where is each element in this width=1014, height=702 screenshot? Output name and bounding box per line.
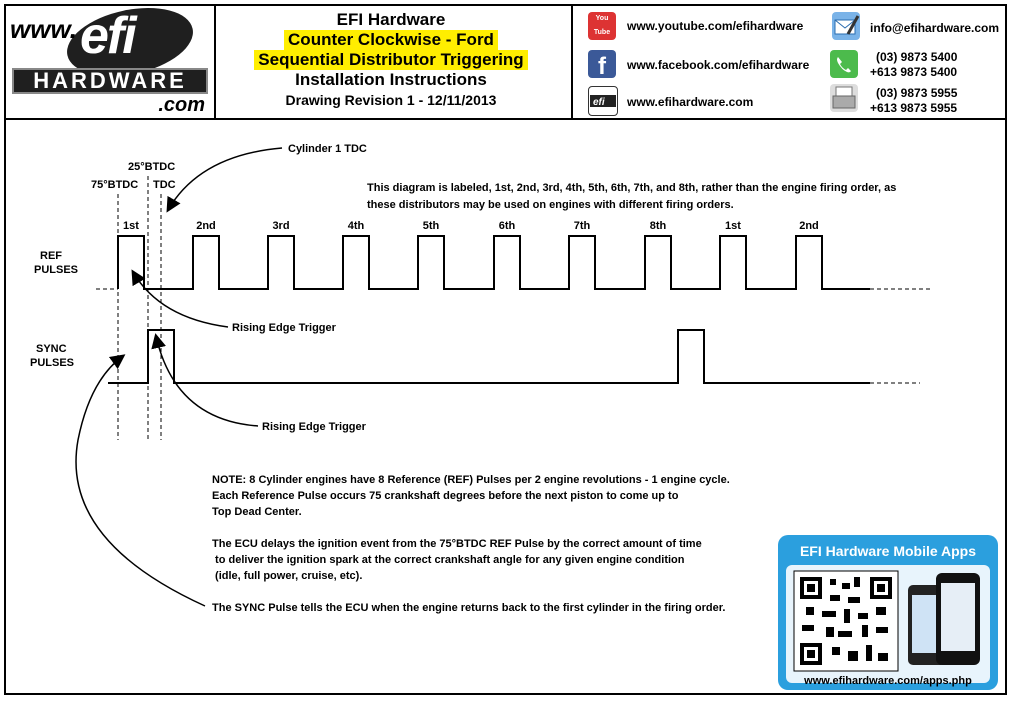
subtitle-line2: Sequential Distributor Triggering: [254, 50, 527, 70]
logo-efi: efi: [80, 7, 135, 65]
apps-illustration: [786, 565, 990, 675]
pulse-label: 7th: [573, 220, 591, 232]
label-75btdc: 75°BTDC: [91, 179, 139, 191]
pulse-label: 2nd: [196, 220, 216, 232]
page-title: EFI Hardware: [336, 10, 446, 29]
pulse-label: 5th: [422, 220, 440, 232]
website-link[interactable]: www.efihardware.com: [627, 95, 754, 109]
note-line7: The SYNC Pulse tells the ECU when the engine returns back to the first cylinder in the firing order.: [212, 602, 726, 614]
label-25btdc: 25°BTDC: [128, 161, 176, 173]
apps-panel: [786, 565, 990, 683]
youtube-link[interactable]: www.youtube.com/efihardware: [627, 19, 804, 33]
ref-label-2: PULSES: [34, 264, 79, 276]
note-line5: to deliver the ignition spark at the correct crankshaft angle for any given engine condition: [212, 554, 685, 566]
note-line6: (idle, full power, cruise, etc).: [212, 570, 363, 582]
ref-pulse-waveform: [118, 236, 870, 289]
info-line1: This diagram is labeled, 1st, 2nd, 3rd, 4th, 5th, 6th, 7th, and 8th, rather than the engine firing order, as: [367, 182, 897, 194]
label-tdc: TDC: [153, 179, 176, 191]
note-line4: The ECU delays the ignition event from the 75°BTDC REF Pulse by the correct amount of time: [212, 538, 702, 550]
rising-edge-label-1: Rising Edge Trigger: [232, 322, 336, 334]
pulse-label: 1st: [123, 220, 139, 232]
mobile-apps-box[interactable]: [778, 535, 998, 690]
email-link[interactable]: info@efihardware.com: [870, 21, 1000, 35]
facebook-link[interactable]: www.facebook.com/efihardware: [627, 58, 810, 72]
arrow-rising-edge-1: [133, 272, 228, 327]
label-cyl1-tdc: Cylinder 1 TDC: [288, 143, 367, 155]
pulse-label: 3rd: [272, 220, 290, 232]
ref-label-1: REF: [40, 250, 62, 262]
arrow-sync-note: [76, 356, 205, 606]
notes-block: [212, 472, 730, 616]
doc-type: Installation Instructions: [295, 70, 487, 89]
revision: Drawing Revision 1 - 12/11/2013: [285, 92, 497, 108]
logo-www: www.: [10, 14, 77, 44]
phone-local: (03) 9873 5400: [876, 50, 958, 64]
note-line3: Top Dead Center.: [212, 506, 302, 518]
pulse-label: 6th: [498, 220, 516, 232]
fax-intl: +613 9873 5955: [870, 101, 958, 115]
sync-label-2: PULSES: [30, 357, 75, 369]
sync-label-1: SYNC: [36, 343, 67, 355]
info-line2: these distributors may be used on engines with different firing orders.: [367, 199, 734, 211]
arrow-cyl1-tdc: [168, 148, 282, 210]
pulse-label: 4th: [347, 220, 365, 232]
phone-intl: +613 9873 5400: [870, 65, 958, 79]
apps-url[interactable]: www.efihardware.com/apps.php: [804, 675, 972, 687]
arrow-rising-edge-2: [156, 336, 258, 426]
logo-com: .com: [158, 94, 205, 116]
pulse-label: 8th: [649, 220, 667, 232]
youtube-icon-text: You Tube: [593, 15, 611, 36]
note-line1: NOTE: 8 Cylinder engines have 8 Reference (REF) Pulses per 2 engine revolutions - 1 engine cycle.: [212, 474, 730, 486]
pulse-label: 1st: [725, 220, 741, 232]
sync-pulse-waveform: [108, 330, 870, 383]
logo-hardware: HARDWARE: [33, 68, 187, 93]
note-line2: Each Reference Pulse occurs 75 crankshaft degrees before the next piston to come up to: [212, 490, 679, 502]
rising-edge-label-2: Rising Edge Trigger: [262, 421, 366, 433]
svg-text:efi: efi: [593, 97, 605, 108]
apps-title: EFI Hardware Mobile Apps: [799, 543, 977, 559]
pulse-label: 2nd: [799, 220, 819, 232]
svg-text:f: f: [598, 53, 606, 78]
subtitle-line1: Counter Clockwise - Ford: [284, 30, 498, 50]
fax-local: (03) 9873 5955: [876, 86, 958, 100]
